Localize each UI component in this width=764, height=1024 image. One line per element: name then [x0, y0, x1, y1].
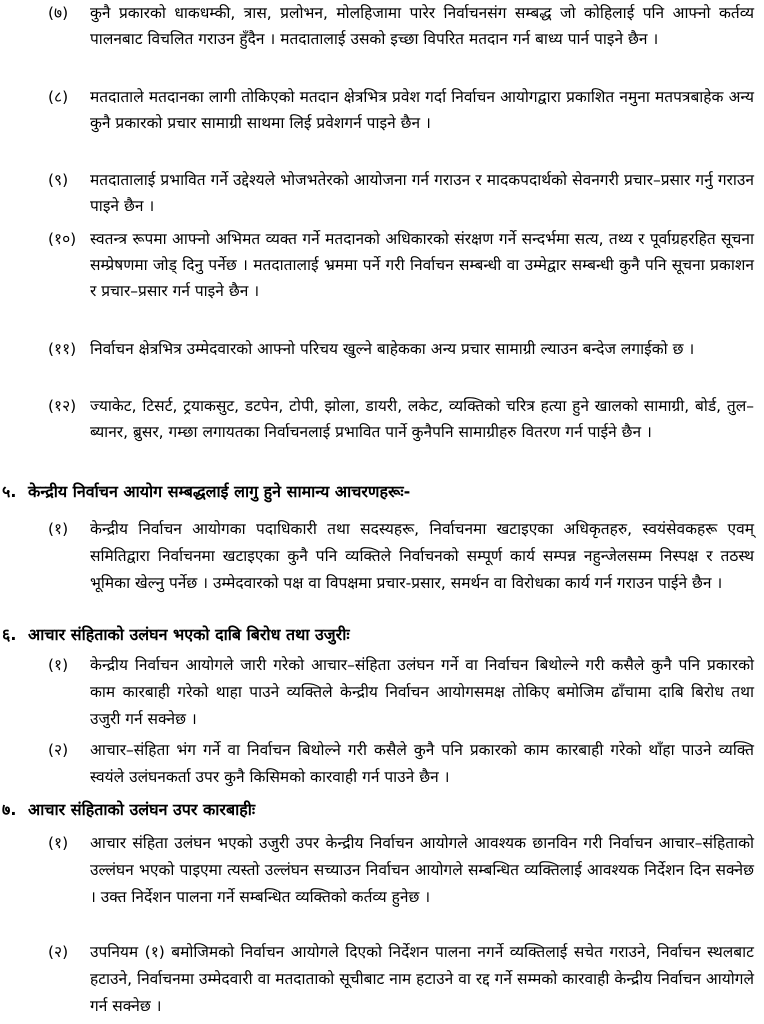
clause-number: (१)	[48, 834, 69, 852]
clause-number: (११)	[48, 340, 77, 358]
clause-number: (८)	[48, 88, 69, 106]
clause-10	[48, 226, 754, 304]
section-number: ६.	[2, 625, 17, 644]
clause-text: आचार संहिता उलंघन भएको उजुरी उपर केन्द्रीय निर्वाचन आयोगले आवश्यक छानविन गरी निर्वाचन आचार–संहिताको उल्लंघन भएको पाइएमा त्यस्तो उल्लंघन सच्याउन निर्वाचन आयोगले सम्बन्धित व्यक्तिलाई आवश्यक निर्देशन दिन सक्नेछ । उक्त निर्देशन पालना गर्ने सम्बन्धित व्यक्तिको कर्तव्य हुनेछ ।	[90, 834, 754, 906]
clause-text: मतदाताले मतदानका लागी तोकिएको मतदान क्षेत्रभित्र प्रवेश गर्दा निर्वाचन आयोगद्वारा प्रकाशित नमुना मतपत्रबाहेक अन्य कुनै प्रकारको प्रचार सामाग्री साथमा लिई प्रवेशगर्न पाइने छैन ।	[90, 88, 754, 132]
section-6-clause-2	[48, 737, 754, 791]
clause-text: ज्याकेट, टिसर्ट, ट्रयाकसुट, डटपेन, टोपी, झोला, डायरी, लकेट, व्यक्तिको चरित्र हत्या हुने खालको सामाग्री, बोर्ड, तुल–ब्यानर, ब्रुसर, गम्छा लगायतका निर्वाचनलाई प्रभावित पार्ने कुनैपनि सामाग्रीहरु वितरण गर्न पाईने छैन ।	[90, 397, 754, 441]
clause-text: निर्वाचन क्षेत्रभित्र उम्मेदवारको आफ्नो परिचय खुल्ने बाहेकका अन्य प्रचार सामाग्री ल्याउन बन्देज लगाईको छ ।	[90, 340, 695, 358]
section-title: आचार संहिताको उलंघन उपर कारबाहीः	[28, 800, 256, 819]
clause-number: (९)	[48, 171, 69, 189]
clause-number: (१)	[48, 656, 69, 674]
section-number: ७.	[2, 800, 17, 819]
clause-text: आचार–संहिता भंग गर्ने वा निर्वाचन बिथोल्ने गरी कसैले कुनै पनि प्रकारको काम कारबाही गरेको थाँहा पाउने व्यक्ति स्वयंले उलंघनकर्ता उपर कुनै किसिमको कारवाही गर्न पाउने छैन ।	[90, 741, 754, 786]
clause-text: कुनै प्रकारको धाकधम्की, त्रास, प्रलोभन, मोलहिजामा पारेर निर्वाचनसंग सम्बद्ध जो कोहिलाई पनि आफ्नो कर्तव्य पालनबाट विचलित गराउन हुँदैन । मतदातालाई उसको इच्छा विपरित मतदान गर्न बाध्य पार्न पाइने छैन ।	[90, 4, 754, 48]
clause-number: (१०)	[48, 230, 77, 248]
clause-text: उपनियम (१) बमोजिमको निर्वाचन आयोगले दिएको निर्देशन पालना नगर्ने व्यक्तिलाई सचेत गराउने, निर्वाचन स्थलबाट हटाउने, निर्वाचनमा उम्मेदवारी वा मतदाताको सूचीबाट नाम हटाउने वा रद्द गर्ने सम्मको कारवाही केन्द्रीय निर्वाचन आयोगले गर्न सक्नेछ ।	[90, 943, 754, 1015]
clause-11	[48, 336, 754, 362]
section-7-clause-1	[48, 830, 754, 911]
section-6-clause-1	[48, 652, 754, 733]
clause-text: केन्द्रीय निर्वाचन आयोगले जारी गरेको आचार–संहिता उलंघन गर्ने वा निर्वाचन बिथोल्ने गरी कसैले कुनै पनि प्रकारको काम कारबाही गरेको थाहा पाउने व्यक्तिले केन्द्रीय निर्वाचन आयोगसमक्ष तोकिए बमोजिम ढाँचामा दाबि बिरोध तथा उजुरी गर्न सक्नेछ ।	[90, 656, 754, 728]
clause-number: (१२)	[48, 397, 77, 415]
section-6-heading	[2, 622, 752, 648]
clause-8	[48, 84, 754, 136]
section-7-heading	[2, 797, 752, 823]
section-7-clause-2	[48, 939, 754, 1020]
clause-9	[48, 167, 754, 219]
clause-number: (७)	[48, 4, 69, 22]
clause-7	[48, 0, 754, 52]
section-number: ५.	[2, 482, 17, 501]
clause-text: स्वतन्त्र रूपमा आफ्नो अभिमत व्यक्त गर्ने मतदानको अधिकारको संरक्षण गर्ने सन्दर्भमा सत्य, तथ्य र पूर्वाग्रहरहित सूचना सम्प्रेषणमा जोड् दिनु पर्नेछ । मतदातालाई भ्रममा पर्ने गरी निर्वाचन सम्बन्धी वा उम्मेद्वार सम्बन्धी कुनै पनि सूचना प्रकाशन र प्रचार–प्रसार गर्न पाइने छैन ।	[90, 230, 754, 300]
clause-number: (२)	[48, 943, 69, 961]
clause-text: केन्द्रीय निर्वाचन आयोगका पदाधिकारी तथा सदस्यहरू, निर्वाचनमा खटाइएका अधिकृतहरु, स्वयंसेवकहरू एवम् समितिद्वारा निर्वाचनमा खटाइएका कुनै पनि व्यक्तिले निर्वाचनको सम्पूर्ण कार्य सम्पन्न नहुन्जेलसम्म निस्पक्ष र तठस्थ भूमिका खेल्नु पर्नेछ । उम्मेदवारको पक्ष वा विपक्षमा प्रचार-प्रसार, समर्थन वा विरोधका कार्य गर्न गराउन पाईने छैन ।	[90, 520, 754, 592]
clause-number: (२)	[48, 741, 69, 759]
section-5-heading	[2, 479, 752, 505]
clause-text: मतदातालाई प्रभावित गर्ने उद्देश्यले भोजभतेरको आयोजना गर्न गराउन र मादकपदार्थको सेवनगरी प्रचार–प्रसार गर्नु गराउन पाइने छैन ।	[90, 171, 754, 215]
clause-number: (१)	[48, 520, 69, 538]
section-title: केन्द्रीय निर्वाचन आयोग सम्बद्धलाई लागु हुने सामान्य आचरणहरूः-	[28, 482, 411, 501]
section-5-clause-1	[48, 516, 754, 597]
clause-12	[48, 393, 754, 445]
section-title: आचार संहिताको उलंघन भएको दाबि बिरोध तथा उजुरीः	[28, 625, 350, 644]
